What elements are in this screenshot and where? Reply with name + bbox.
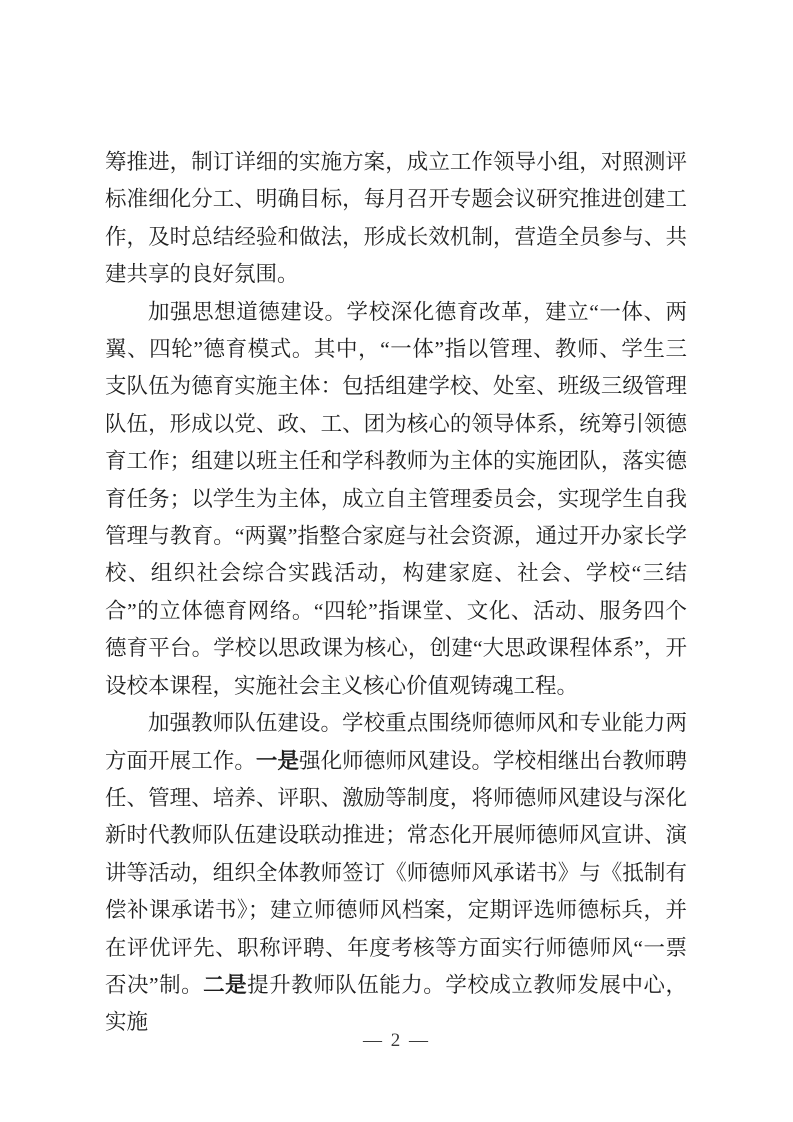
paragraph	[105, 705, 687, 1042]
text-run: 筹推进，制订详细的实施方案，成立工作领导小组，对照测评标准细化分工、明确目标，每月召开专题会议研究推进创建工作，及时总结经验和做法，形成长效机制，营造全员参与、共建共享的良好氛围。	[105, 150, 687, 287]
paragraph	[105, 294, 687, 705]
bold-text-run: 二是	[203, 972, 248, 997]
text-run: 提升教师队伍能力。学校成立教师发展中心，实施	[105, 972, 687, 1035]
bold-text-run: 一是	[255, 748, 300, 773]
text-run: 加强思想道德建设。学校深化德育改革，建立“一体、两翼、四轮”德育模式。其中，“一体”指以管理、教师、学生三支队伍为德育实施主体：包括组建学校、处室、班级三级管理队伍，形成以党、政、工、团为核心的领导体系，统筹引领德育工作；组建以班主任和学科教师为主体的实施团队，落实德育任务；以学生为主体，成立自主管理委员会，实现学生自我管理与教育。“两翼”指整合家庭与社会资源，通过开办家长学校、组织社会综合实践活动，构建家庭、社会、学校“三结合”的立体德育网络。“四轮”指课堂、文化、活动、服务四个德育平台。学校以思政课为核心，创建“大思政课程体系”，开设校本课程，实施社会主义核心价值观铸魂工程。	[105, 299, 687, 698]
page-number: — 2 —	[363, 1030, 430, 1051]
text-run: 加强教师队伍建设。学校重点围绕师德师风和专业能力两方面开展工作。	[105, 711, 687, 773]
text-run: 强化师德师风建设。学校相继出台教师聘任、管理、培养、评职、激励等制度，将师德师风建设与深化新时代教师队伍建设联动推进；常态化开展师德师风宣讲、演讲等活动，组织全体教师签订《师德师风承诺书》与《抵制有偿补课承诺书》；建立师德师风档案，定期评选师德标兵，并在评优评先、职称评聘、年度考核等方面实行师德师风“一票否决”制。	[105, 748, 687, 997]
document-body	[105, 144, 687, 1042]
paragraph	[105, 144, 687, 294]
